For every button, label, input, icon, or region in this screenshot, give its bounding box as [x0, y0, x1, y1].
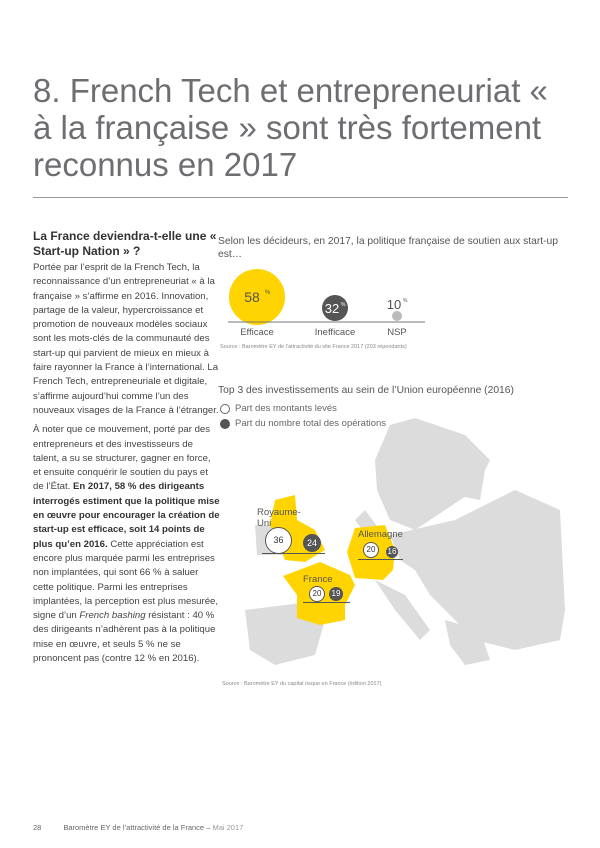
legend-montants: Part des montants levés	[220, 403, 337, 414]
source: Source : Baromètre EY de l’attractivité du site France 2017 (203 répondants)	[220, 344, 407, 350]
bubble-nsp	[392, 311, 402, 321]
map-source: Source : Baromètre EY du capital risque en France (édition 2017)	[222, 681, 382, 687]
bubble-uk-montants: 36	[265, 527, 292, 554]
value-nsp: 10	[386, 297, 402, 312]
country-label-france: France	[303, 574, 333, 585]
svg-text:%: %	[403, 298, 408, 304]
value-efficace: 58	[244, 289, 260, 305]
divider	[33, 197, 568, 198]
bubble-france-montants: 20	[309, 586, 325, 602]
label-inefficace: Inefficace	[314, 327, 356, 338]
bubble-uk-operations: 24	[303, 534, 321, 552]
country-label-uk: Royaume-Uni	[257, 507, 301, 529]
bubble-chart	[218, 255, 438, 330]
svg-text:%: %	[341, 302, 346, 308]
country-label-germany: Allemagne	[358, 529, 403, 540]
value-inefficace: 32	[324, 301, 340, 316]
bubble-france-operations: 19	[329, 587, 343, 601]
paragraph: Portée par l’esprit de la French Tech, la reconnaissance d’un entrepreneuriat « à la française » s’affirme en 2016. Innovation, partage de la valeur, hypercroissance et promotion de nouveaux modèles sociaux sont les mots-clés de la communauté des start-up qui parvient de mieux en mieux à faire rayonner la France à l’international. La French Tech, entrepreneuriale et digitale, s’affirme aujourd’hui comme l’un des nouveaux visages de la France à l’étranger.	[33, 262, 219, 416]
legend-operations: Part du nombre total des opérations	[220, 418, 386, 429]
bubble-germany-montants: 20	[363, 542, 379, 558]
map-title: Top 3 des investissements au sein de l’Union européenne (2016)	[218, 385, 514, 396]
paragraph: À noter que ce mouvement, porté par des entrepreneurs et des investisseurs de talent, a su se structurer, gagner en force, et ensuite conquérir le soutien du pays et de l’État. En 2017, 58 % des dirigeants interrogés estiment que la politique mise en œuvre pour encourager la création de start-up est efficace, soit 14 points de plus qu’en 2016. Cette appréciation est encore plus marquée parmi les entreprises non implantées, qui sont 66 % à saluer cette politique. Parmi les entreprises implantées, la perception est plus mesurée, signe d’un French bashing résistant : 40 % des dirigeants n’adhèrent pas à la politique mise en œuvre, et seuls 5 % ne se prononcent pas (contre 12 % en 2016).	[33, 424, 220, 665]
footer: 28 Baromètre EY de l’attractivité de la France – Mai 2017	[33, 823, 244, 832]
page-number: 28	[33, 823, 42, 832]
svg-text:%: %	[265, 290, 271, 296]
bubble-germany-operations: 16	[387, 547, 397, 556]
legend-open-circle-icon	[220, 404, 230, 414]
chart-title: Selon les décideurs, en 2017, la politique française de soutien aux start-up est…	[218, 236, 559, 260]
label-nsp: NSP	[387, 327, 407, 338]
legend-filled-circle-icon	[220, 419, 230, 429]
body-text	[33, 229, 221, 671]
page-title: 8. French Tech et entrepreneuriat « à la française » sont très fortement reconnus en 2017	[33, 72, 548, 183]
label-efficace: Efficace	[240, 327, 274, 338]
section-heading: La France deviendra-t-elle une « Start-up Nation » ?	[33, 229, 217, 258]
